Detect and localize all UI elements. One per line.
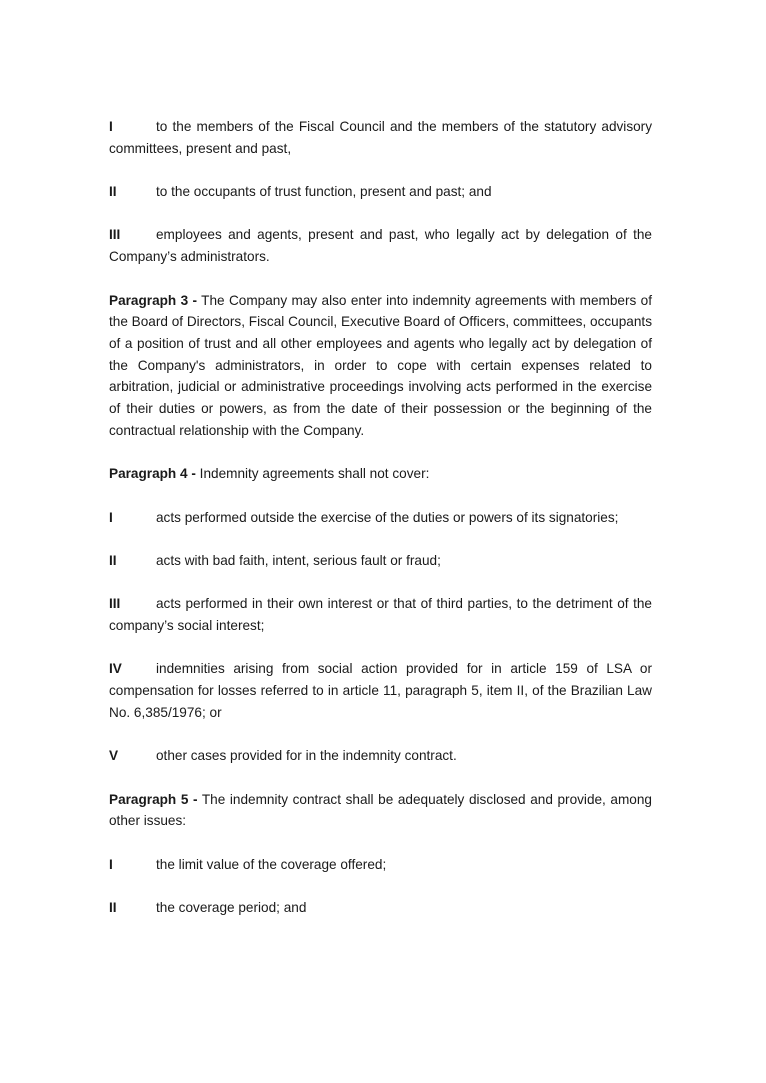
item-text: the limit value of the coverage offered; <box>156 856 387 872</box>
item-number: II <box>109 900 117 916</box>
list-item <box>109 854 652 876</box>
paragraph-text: Indemnity agreements shall not cover: <box>199 466 430 482</box>
list-item <box>109 550 652 572</box>
paragraph-label: Paragraph 3 - <box>109 292 198 308</box>
item-text: acts with bad faith, intent, serious fault or fraud; <box>156 552 441 568</box>
paragraph-3 <box>109 290 652 442</box>
list-item <box>109 224 652 267</box>
item-number: I <box>109 509 113 525</box>
item-text: acts performed outside the exercise of the duties or powers of its signatories; <box>156 509 619 525</box>
list-item <box>109 745 652 767</box>
item-text: to the members of the Fiscal Council and the members of the statutory advisory committees, present and past, <box>109 119 652 156</box>
document-page <box>109 116 652 919</box>
paragraph-label: Paragraph 4 - <box>109 466 196 482</box>
item-number: II <box>109 184 117 200</box>
item-number: IV <box>109 661 122 677</box>
item-number: III <box>109 227 121 243</box>
list-item <box>109 116 652 159</box>
item-text: other cases provided for in the indemnity contract. <box>156 748 457 764</box>
item-number: II <box>109 552 117 568</box>
item-text: acts performed in their own interest or that of third parties, to the detriment of the company’s social interest; <box>109 596 652 634</box>
paragraph-label: Paragraph 5 - <box>109 791 198 807</box>
list-item <box>109 897 652 919</box>
list-item <box>109 593 652 636</box>
item-text: indemnities arising from social action provided for in article 159 of LSA or compensation for losses referred to in article 11, paragraph 5, item II, of the Brazilian Law No. 6,385/1976; or <box>109 661 652 720</box>
paragraph-text: The indemnity contract shall be adequately disclosed and provide, among other issues: <box>109 791 652 829</box>
item-text: employees and agents, present and past, who legally act by delegation of the Company’s administrators. <box>109 227 652 265</box>
list-item <box>109 507 652 529</box>
item-number: III <box>109 596 121 612</box>
list-item <box>109 181 652 203</box>
item-text: the coverage period; and <box>156 900 307 916</box>
paragraph-5 <box>109 789 652 832</box>
list-item <box>109 658 652 723</box>
item-number: I <box>109 856 113 872</box>
item-number: V <box>109 748 119 764</box>
paragraph-text: The Company may also enter into indemnity agreements with members of the Board of Directors, Fiscal Council, Executive Board of Officers, committees, occupants of a position of trust and all other employees and agents who legally act by delegation of the Company's administrators, in order to cope with certain expenses related to arbitration, judicial or administrative proceedings involving acts performed in the exercise of their duties or powers, as from the date of their possession or the beginning of the contractual relationship with the Company. <box>109 292 652 438</box>
item-number: I <box>109 119 113 134</box>
paragraph-4 <box>109 463 652 485</box>
item-text: to the occupants of trust function, present and past; and <box>156 184 492 200</box>
